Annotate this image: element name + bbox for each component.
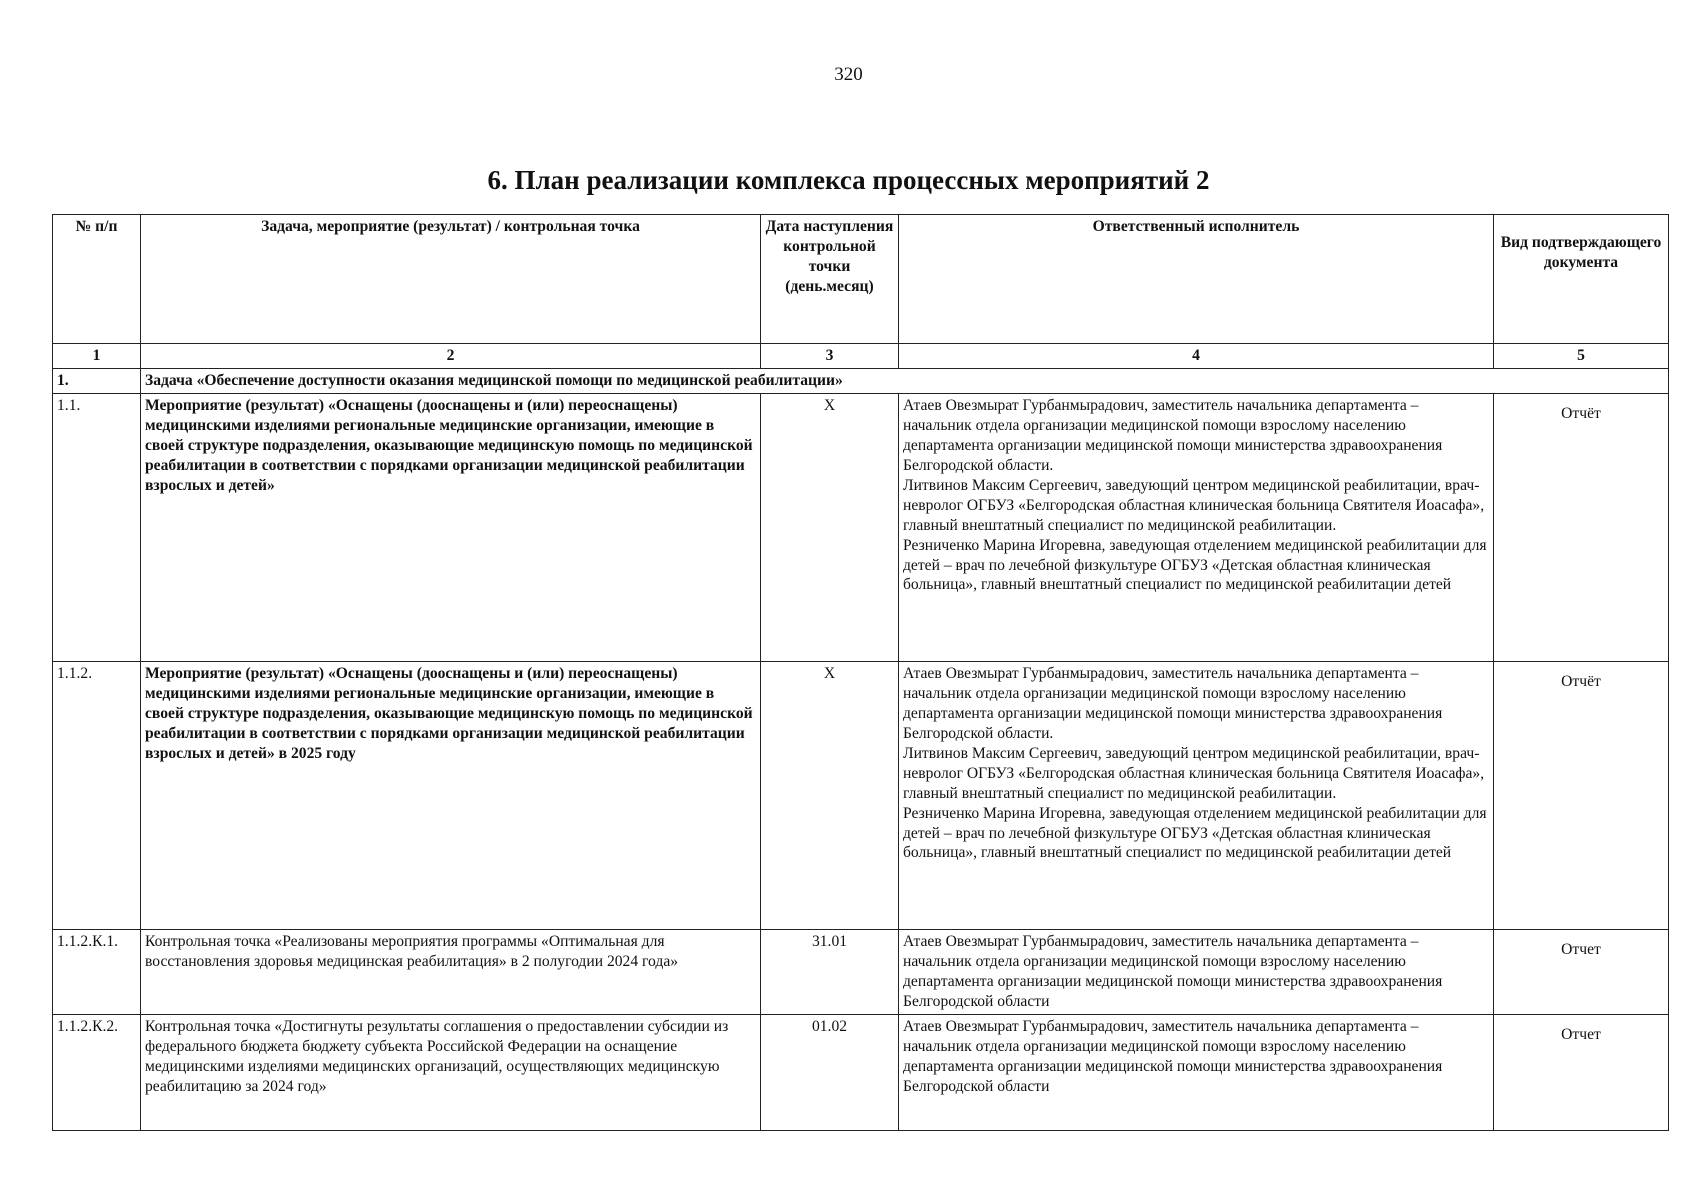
task-row: [53, 368, 1669, 393]
row-document-type: Отчёт: [1494, 661, 1669, 929]
column-header-task: Задача, мероприятие (результат) / контрольная точка: [141, 215, 761, 344]
task-text: Задача «Обеспечение доступности оказания медицинской помощи по медицинской реабилитации»: [141, 368, 1669, 393]
responsible-person: Атаев Овезмырат Гурбанмырадович, заместитель начальника департамента – начальник отдела организации медицинской помощи взрослому населению департамента организации медицинской помощи министерства здравоохранения Белгородской области.: [903, 664, 1443, 742]
row-document-type: Отчёт: [1494, 393, 1669, 661]
row-number: 1.1.: [53, 393, 141, 661]
column-number: 3: [761, 344, 899, 369]
table-row: [53, 661, 1669, 929]
document-title: 6. План реализации комплекса процессных мероприятий 2: [487, 165, 1210, 195]
responsible-person: Атаев Овезмырат Гурбанмырадович, заместитель начальника департамента – начальник отдела организации медицинской помощи взрослому населению департамента организации медицинской помощи министерства здравоохранения Белгородской области: [903, 1017, 1443, 1095]
column-number: 5: [1494, 344, 1669, 369]
responsible-person: Литвинов Максим Сергеевич, заведующий центром медицинской реабилитации, врач-невролог ОГБУЗ «Белгородская областная клиническая больница Святителя Иоасафа», главный внештатный специалист по медицинской реабилитации.: [903, 744, 1485, 802]
row-document-type: Отчет: [1494, 1014, 1669, 1130]
responsible-person: Резниченко Марина Игоревна, заведующая отделением медицинской реабилитации для детей – врач по лечебной физкультуре ОГБУЗ «Детская областная клиническая больница», главный внештатный специалист по медицинской реабилитации детей: [903, 536, 1487, 594]
row-date: 01.02: [761, 1014, 899, 1130]
plan-table: [52, 214, 1669, 1131]
row-number: 1.1.2.К.2.: [53, 1014, 141, 1130]
row-responsible: [899, 661, 1494, 929]
column-number: 1: [53, 344, 141, 369]
responsible-person: Атаев Овезмырат Гурбанмырадович, заместитель начальника департамента – начальник отдела организации медицинской помощи взрослому населению департамента организации медицинской помощи министерства здравоохранения Белгородской области.: [903, 396, 1443, 474]
responsible-person: Атаев Овезмырат Гурбанмырадович, заместитель начальника департамента – начальник отдела организации медицинской помощи взрослому населению департамента организации медицинской помощи министерства здравоохранения Белгородской области: [903, 932, 1443, 1010]
responsible-person: Резниченко Марина Игоревна, заведующая отделением медицинской реабилитации для детей – врач по лечебной физкультуре ОГБУЗ «Детская областная клиническая больница», главный внештатный специалист по медицинской реабилитации детей: [903, 804, 1487, 862]
row-responsible: [899, 1014, 1494, 1130]
row-date: X: [761, 393, 899, 661]
table-row: [53, 393, 1669, 661]
row-document-type: Отчет: [1494, 929, 1669, 1014]
table-row: [53, 1014, 1669, 1130]
row-text: Мероприятие (результат) «Оснащены (дооснащены и (или) переоснащены) медицинскими изделиями региональные медицинские организации, имеющие в своей структуре подразделения, оказывающие медицинскую помощь по медицинской реабилитации в соответствии с порядками организации медицинской реабилитации взрослых и детей» в 2025 году: [141, 661, 761, 929]
row-number: 1.1.2.К.1.: [53, 929, 141, 1014]
column-numbers-row: [53, 344, 1669, 369]
page-number: 320: [834, 64, 863, 85]
row-date: X: [761, 661, 899, 929]
row-responsible: [899, 929, 1494, 1014]
column-number: 4: [899, 344, 1494, 369]
row-text: Контрольная точка «Реализованы мероприятия программы «Оптимальная для восстановления здоровья медицинская реабилитация» в 2 полугодии 2024 года»: [141, 929, 761, 1014]
row-number: 1.1.2.: [53, 661, 141, 929]
column-number: 2: [141, 344, 761, 369]
task-number: 1.: [53, 368, 141, 393]
row-responsible: [899, 393, 1494, 661]
column-header-number: № п/п: [53, 215, 141, 344]
table-header-row: [53, 215, 1669, 344]
column-header-date: Дата наступления контрольной точки (день.месяц): [761, 215, 899, 344]
column-header-document-type: Вид подтверждающего документа: [1494, 215, 1669, 344]
row-text: Контрольная точка «Достигнуты результаты соглашения о предоставлении субсидии из федерального бюджета бюджету субъекта Российской Федерации на оснащение медицинскими изделиями медицинских организаций, осуществляющих медицинскую реабилитацию за 2024 год»: [141, 1014, 761, 1130]
table-row: [53, 929, 1669, 1014]
column-header-responsible: Ответственный исполнитель: [899, 215, 1494, 344]
row-text: Мероприятие (результат) «Оснащены (дооснащены и (или) переоснащены) медицинскими изделиями региональные медицинские организации, имеющие в своей структуре подразделения, оказывающие медицинскую помощь по медицинской реабилитации в соответствии с порядками организации медицинской реабилитации взрослых и детей»: [141, 393, 761, 661]
row-date: 31.01: [761, 929, 899, 1014]
responsible-person: Литвинов Максим Сергеевич, заведующий центром медицинской реабилитации, врач-невролог ОГБУЗ «Белгородская областная клиническая больница Святителя Иоасафа», главный внештатный специалист по медицинской реабилитации.: [903, 476, 1485, 534]
